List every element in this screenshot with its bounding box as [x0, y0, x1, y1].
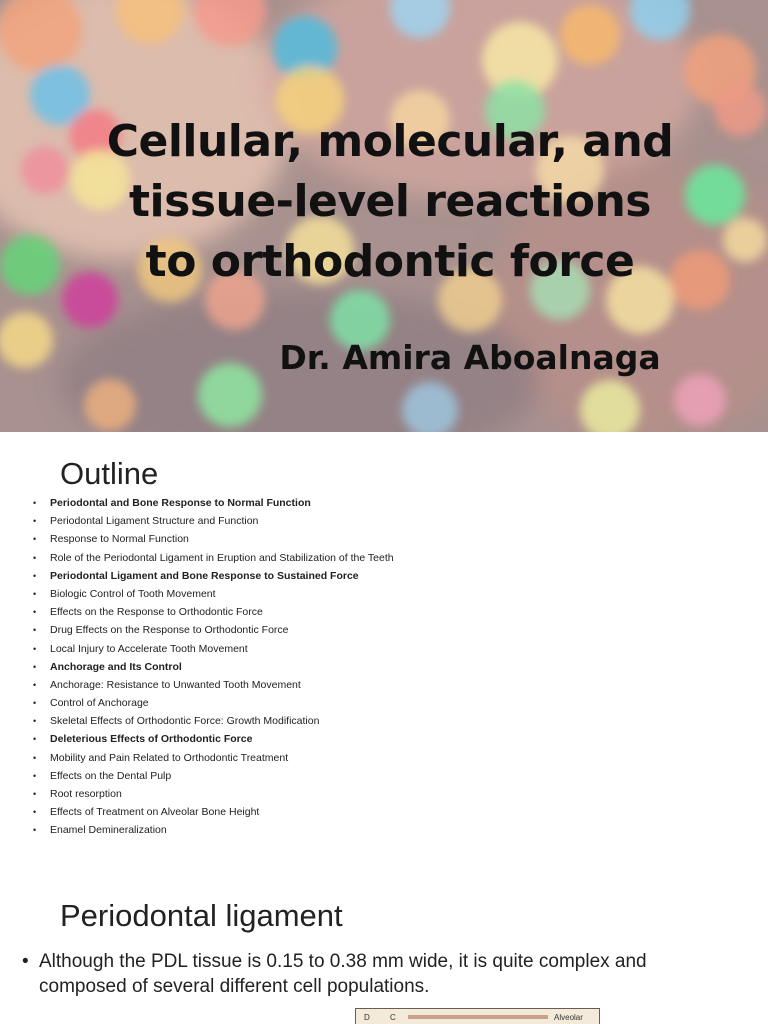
outline-item [30, 603, 730, 621]
slide-title-line-2: tissue-level reactions [129, 176, 651, 227]
outline-item [30, 494, 730, 512]
outline-item [30, 785, 730, 803]
pdl-diagram-image [355, 1008, 600, 1024]
outline-item-text: Effects on the Dental Pulp [50, 769, 172, 782]
bullet-icon: • [33, 770, 37, 781]
outline-item-text: Periodontal and Bone Response to Normal Function [50, 497, 311, 509]
outline-item-text: Response to Normal Function [50, 533, 189, 546]
pdl-bullet [22, 949, 722, 999]
outline-item-text: Enamel Demineralization [50, 824, 167, 837]
outline-item-text: Periodontal Ligament Structure and Function [50, 515, 259, 528]
outline-item-text: Anchorage: Resistance to Unwanted Tooth Movement [50, 678, 301, 691]
diagram-tissue-band [408, 1015, 548, 1019]
outline-item-text: Periodontal Ligament and Bone Response to Sustained Force [50, 569, 359, 582]
diagram-label-alveolar: Alveolar [554, 1013, 583, 1022]
outline-item [30, 549, 730, 567]
bullet-icon: • [33, 625, 37, 636]
outline-heading: Outline [60, 456, 159, 491]
outline-list [30, 494, 730, 840]
bullet-icon: • [33, 498, 37, 508]
bullet-icon: • [33, 607, 37, 618]
bullet-icon: • [33, 698, 37, 709]
title-slide [0, 0, 768, 432]
outline-item-text: Anchorage and Its Control [50, 660, 182, 673]
outline-item-text: Effects of Treatment on Alveolar Bone Height [50, 806, 260, 819]
outline-item [30, 585, 730, 603]
outline-item-text: Role of the Periodontal Ligament in Eruption and Stabilization of the Teeth [50, 551, 394, 564]
bullet-icon: • [33, 807, 37, 818]
outline-slide [0, 432, 768, 864]
outline-item-text: Skeletal Effects of Orthodontic Force: Growth Modification [50, 715, 320, 728]
outline-item [30, 530, 730, 548]
outline-item-text: Deleterious Effects of Orthodontic Force [50, 733, 253, 746]
slide-title-line-1: Cellular, molecular, and [106, 116, 674, 167]
outline-item [30, 821, 730, 839]
bullet-icon: • [33, 734, 37, 745]
bullet-icon: • [33, 588, 37, 599]
bullet-icon: • [33, 825, 37, 836]
pdl-heading: Periodontal ligament [60, 898, 343, 933]
outline-item-text: Effects on the Response to Orthodontic Force [50, 606, 263, 619]
bullet-icon: • [22, 951, 29, 972]
bullet-icon: • [33, 552, 37, 563]
bullet-icon: • [33, 534, 37, 545]
outline-item-text: Root resorption [50, 788, 122, 800]
bullet-icon: • [33, 570, 37, 581]
outline-item-text: Mobility and Pain Related to Orthodontic Treatment [50, 751, 289, 764]
outline-item [30, 676, 730, 694]
diagram-label-c: C [390, 1013, 396, 1022]
bullet-icon: • [33, 661, 37, 672]
outline-item [30, 712, 730, 730]
bullet-icon: • [33, 789, 37, 799]
outline-item [30, 803, 730, 821]
outline-item-text: Control of Anchorage [50, 697, 149, 710]
outline-item [30, 749, 730, 767]
outline-item [30, 567, 730, 585]
bullet-icon: • [33, 716, 37, 727]
slide-title [60, 112, 720, 292]
bullet-icon: • [33, 752, 37, 763]
outline-item-text: Drug Effects on the Response to Orthodontic Force [50, 624, 289, 637]
outline-item-text: Local Injury to Accelerate Tooth Movement [50, 642, 248, 655]
author-name: Dr. Amira Aboalnaga [279, 338, 661, 377]
periodontal-ligament-slide [0, 864, 768, 1024]
outline-item [30, 730, 730, 748]
bullet-icon: • [33, 679, 37, 690]
bullet-icon: • [33, 643, 37, 654]
outline-item [30, 767, 730, 785]
slide-title-line-3: to orthodontic force [145, 236, 635, 287]
pdl-bullet-text: Although the PDL tissue is 0.15 to 0.38 mm wide, it is quite complex and composed of several different cell populations. [39, 951, 647, 997]
outline-item [30, 694, 730, 712]
bullet-icon: • [33, 516, 37, 527]
outline-item [30, 658, 730, 676]
outline-item [30, 621, 730, 639]
outline-item-text: Biologic Control of Tooth Movement [50, 587, 216, 600]
diagram-label-d: D [364, 1013, 370, 1022]
outline-item [30, 640, 730, 658]
outline-item [30, 512, 730, 530]
